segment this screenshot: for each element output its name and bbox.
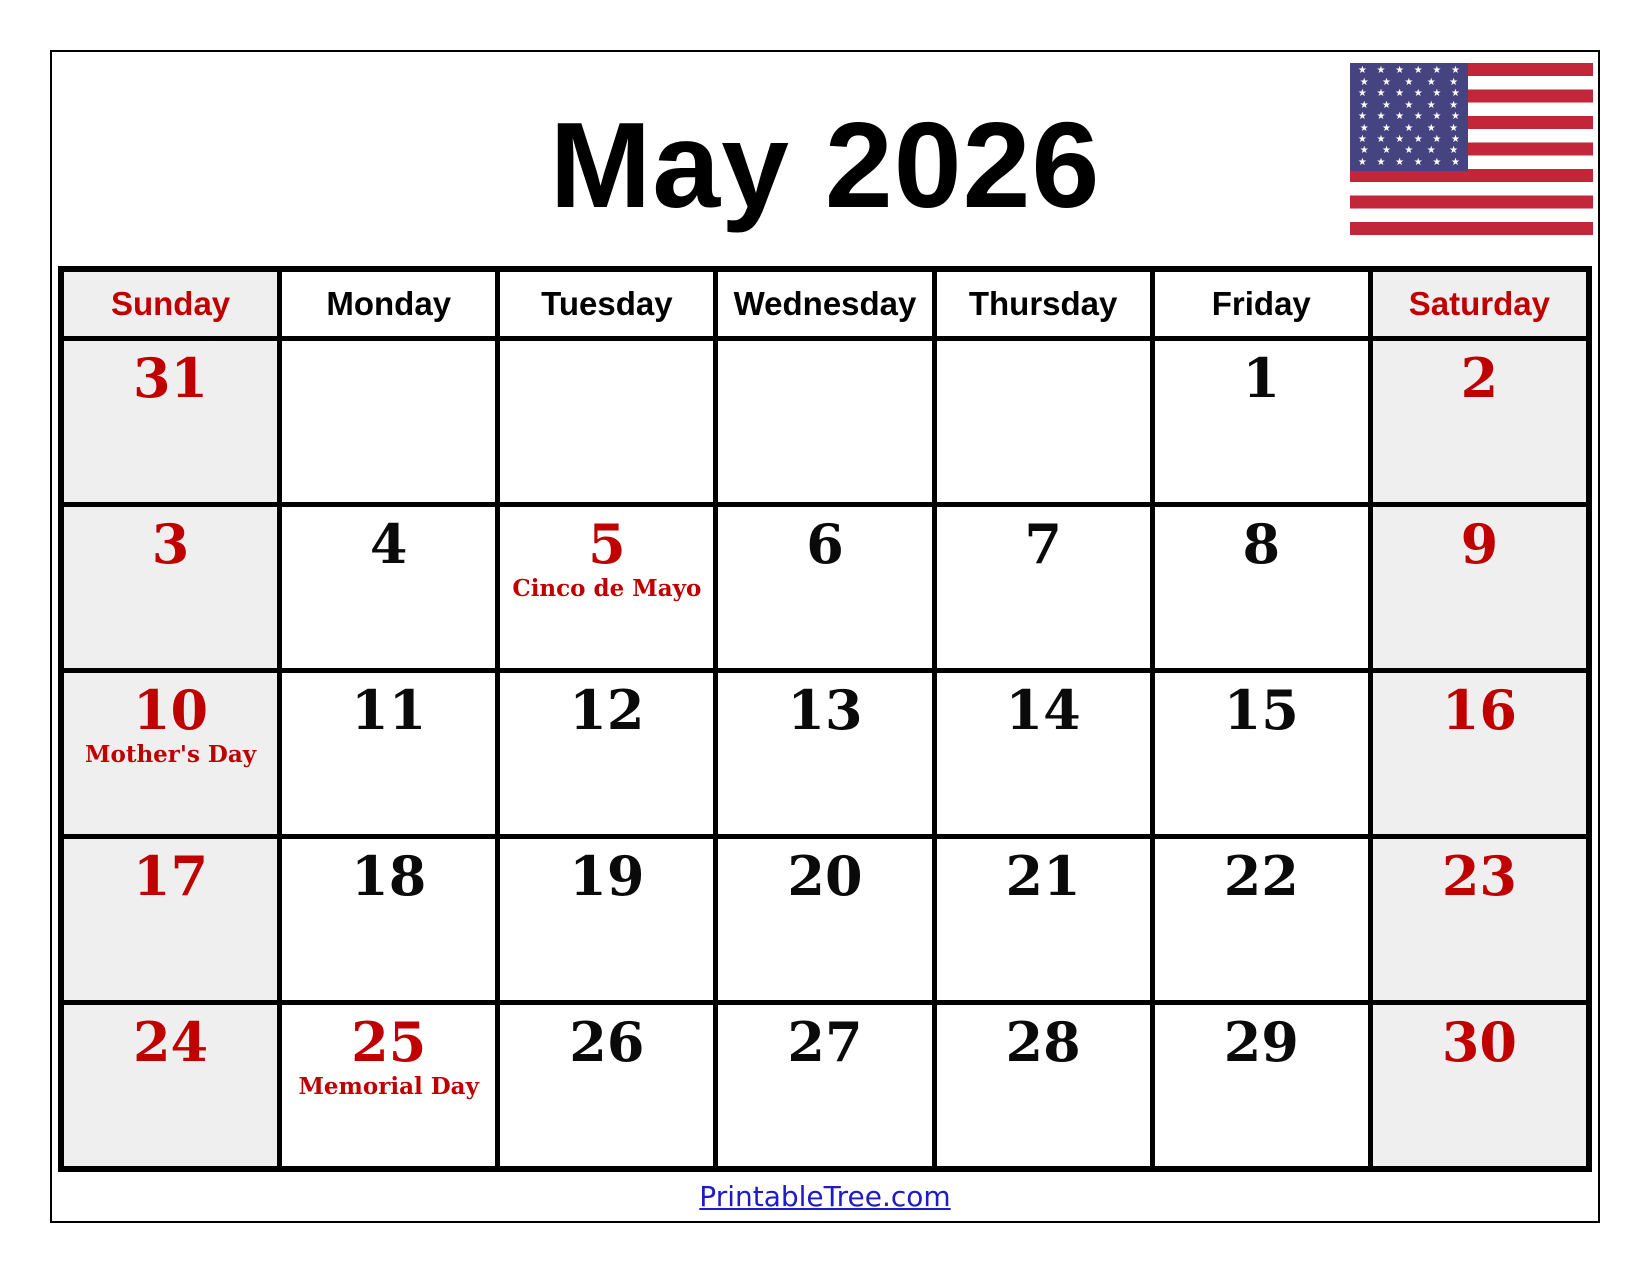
- day-number: 11: [351, 678, 427, 742]
- day-number: 19: [569, 844, 645, 908]
- day-number: 23: [1441, 844, 1517, 908]
- star-icon: ★: [1359, 145, 1369, 157]
- day-cell-2: [1373, 341, 1586, 502]
- day-cell-4: [282, 507, 495, 668]
- weekday-header-friday: Friday: [1155, 272, 1368, 336]
- star-icon: ★: [1432, 156, 1442, 168]
- star-icon: ★: [1432, 111, 1442, 123]
- day-cell-14: [937, 673, 1150, 834]
- day-number: 24: [132, 1010, 209, 1074]
- star-icon: ★: [1359, 99, 1369, 111]
- star-icon: ★: [1413, 133, 1423, 145]
- day-number: 1: [1242, 346, 1281, 410]
- star-icon: ★: [1413, 65, 1423, 77]
- flag-star-row: [1353, 158, 1465, 168]
- flag-star-row: [1353, 66, 1465, 76]
- day-number: 21: [1005, 844, 1081, 908]
- weekday-header-sunday: Sunday: [64, 272, 277, 336]
- day-cell-13: [718, 673, 931, 834]
- day-cell-19: [500, 839, 713, 1000]
- flag-star-row: [1353, 135, 1465, 145]
- day-cell-17: [64, 839, 277, 1000]
- star-icon: ★: [1449, 99, 1459, 111]
- flag-star-row: [1353, 124, 1465, 134]
- star-icon: ★: [1395, 111, 1405, 123]
- day-number: 8: [1242, 512, 1281, 576]
- star-icon: ★: [1357, 65, 1367, 77]
- star-icon: ★: [1432, 88, 1442, 100]
- weekday-header-saturday: Saturday: [1373, 272, 1586, 336]
- star-icon: ★: [1395, 65, 1405, 77]
- day-number: 12: [569, 678, 645, 742]
- star-icon: ★: [1359, 122, 1369, 134]
- weekday-header-monday: Monday: [282, 272, 495, 336]
- weekday-header-tuesday: Tuesday: [500, 272, 713, 336]
- star-icon: ★: [1404, 99, 1414, 111]
- star-icon: ★: [1376, 111, 1386, 123]
- day-number: 28: [1005, 1010, 1081, 1074]
- day-number: 31: [132, 346, 209, 410]
- printabletree-link[interactable]: PrintableTree.com: [699, 1180, 951, 1213]
- day-cell-26: [500, 1005, 713, 1166]
- star-icon: ★: [1359, 76, 1369, 88]
- star-icon: ★: [1449, 122, 1459, 134]
- day-cell-21: [937, 839, 1150, 1000]
- star-icon: ★: [1376, 156, 1386, 168]
- star-icon: ★: [1432, 133, 1442, 145]
- day-cell-20: [718, 839, 931, 1000]
- day-cell-27: [718, 1005, 931, 1166]
- flag-star-row: [1353, 112, 1465, 122]
- flag-star-row: [1353, 101, 1465, 111]
- day-number: 9: [1460, 512, 1499, 576]
- holiday-label: Mother's Day: [85, 741, 257, 769]
- star-icon: ★: [1357, 111, 1367, 123]
- star-icon: ★: [1451, 133, 1460, 145]
- day-cell-10: [64, 673, 277, 834]
- day-cell-7: [937, 507, 1150, 668]
- day-number: 3: [151, 512, 190, 576]
- weekday-header-wednesday: Wednesday: [718, 272, 931, 336]
- day-cell-29: [1155, 1005, 1368, 1166]
- day-number: 27: [787, 1010, 863, 1074]
- star-icon: ★: [1357, 88, 1367, 100]
- star-icon: ★: [1413, 156, 1423, 168]
- star-icon: ★: [1395, 133, 1405, 145]
- day-number: 14: [1005, 678, 1081, 742]
- day-cell-empty: [500, 341, 713, 502]
- day-cell-5: [500, 507, 713, 668]
- day-number: 4: [369, 512, 408, 576]
- flag-star-row: [1353, 78, 1465, 88]
- star-icon: ★: [1451, 88, 1460, 100]
- star-icon: ★: [1382, 76, 1392, 88]
- holiday-label: Cinco de Mayo: [512, 575, 702, 603]
- day-cell-23: [1373, 839, 1586, 1000]
- day-cell-25: [282, 1005, 495, 1166]
- day-number: 7: [1024, 512, 1062, 576]
- day-number: 13: [787, 678, 863, 742]
- star-icon: ★: [1451, 156, 1460, 168]
- footer: [0, 1180, 1650, 1213]
- star-icon: ★: [1426, 145, 1436, 157]
- day-number: 18: [351, 844, 427, 908]
- day-number: 16: [1441, 678, 1517, 742]
- day-number: 26: [569, 1010, 645, 1074]
- star-icon: ★: [1404, 76, 1414, 88]
- star-icon: ★: [1395, 88, 1405, 100]
- star-icon: ★: [1404, 145, 1414, 157]
- day-cell-3: [64, 507, 277, 668]
- day-number: 15: [1223, 678, 1299, 742]
- day-number: 29: [1223, 1010, 1299, 1074]
- star-icon: ★: [1357, 133, 1367, 145]
- day-number: 10: [132, 678, 209, 742]
- day-cell-8: [1155, 507, 1368, 668]
- flag-star-row: [1353, 146, 1465, 156]
- day-cell-9: [1373, 507, 1586, 668]
- star-icon: ★: [1382, 122, 1392, 134]
- day-cell-18: [282, 839, 495, 1000]
- day-cell-30: [1373, 1005, 1586, 1166]
- star-icon: ★: [1413, 88, 1423, 100]
- star-icon: ★: [1426, 76, 1436, 88]
- day-cell-31: [64, 341, 277, 502]
- flag-star-row: [1353, 89, 1465, 99]
- star-icon: ★: [1426, 99, 1436, 111]
- calendar-grid: [58, 266, 1592, 1172]
- day-cell-6: [718, 507, 931, 668]
- day-number: 2: [1460, 346, 1499, 410]
- day-cell-1: [1155, 341, 1368, 502]
- day-cell-empty: [937, 341, 1150, 502]
- star-icon: ★: [1382, 99, 1392, 111]
- page-title: May 2026: [549, 97, 1101, 233]
- day-number: 30: [1441, 1010, 1517, 1074]
- star-icon: ★: [1404, 122, 1414, 134]
- day-cell-11: [282, 673, 495, 834]
- star-icon: ★: [1449, 76, 1459, 88]
- us-flag-image: [1350, 63, 1593, 235]
- star-icon: ★: [1432, 65, 1442, 77]
- star-icon: ★: [1451, 111, 1460, 123]
- star-icon: ★: [1382, 145, 1392, 157]
- day-cell-15: [1155, 673, 1368, 834]
- star-icon: ★: [1413, 111, 1423, 123]
- day-number: 20: [787, 844, 863, 908]
- day-cell-22: [1155, 839, 1368, 1000]
- star-icon: ★: [1376, 133, 1386, 145]
- star-icon: ★: [1451, 65, 1460, 77]
- day-cell-24: [64, 1005, 277, 1166]
- flag-canton: [1350, 63, 1468, 171]
- weekday-header-thursday: Thursday: [937, 272, 1150, 336]
- star-icon: ★: [1376, 88, 1386, 100]
- day-cell-empty: [282, 341, 495, 502]
- day-number: 5: [588, 512, 626, 576]
- day-cell-16: [1373, 673, 1586, 834]
- day-number: 22: [1223, 844, 1299, 908]
- star-icon: ★: [1376, 65, 1386, 77]
- star-icon: ★: [1426, 122, 1436, 134]
- day-cell-12: [500, 673, 713, 834]
- day-number: 6: [806, 512, 844, 576]
- day-number: 17: [132, 844, 209, 908]
- holiday-label: Memorial Day: [298, 1073, 479, 1101]
- day-cell-empty: [718, 341, 931, 502]
- star-icon: ★: [1395, 156, 1405, 168]
- star-icon: ★: [1357, 156, 1367, 168]
- star-icon: ★: [1449, 145, 1459, 157]
- day-cell-28: [937, 1005, 1150, 1166]
- day-number: 25: [351, 1010, 427, 1074]
